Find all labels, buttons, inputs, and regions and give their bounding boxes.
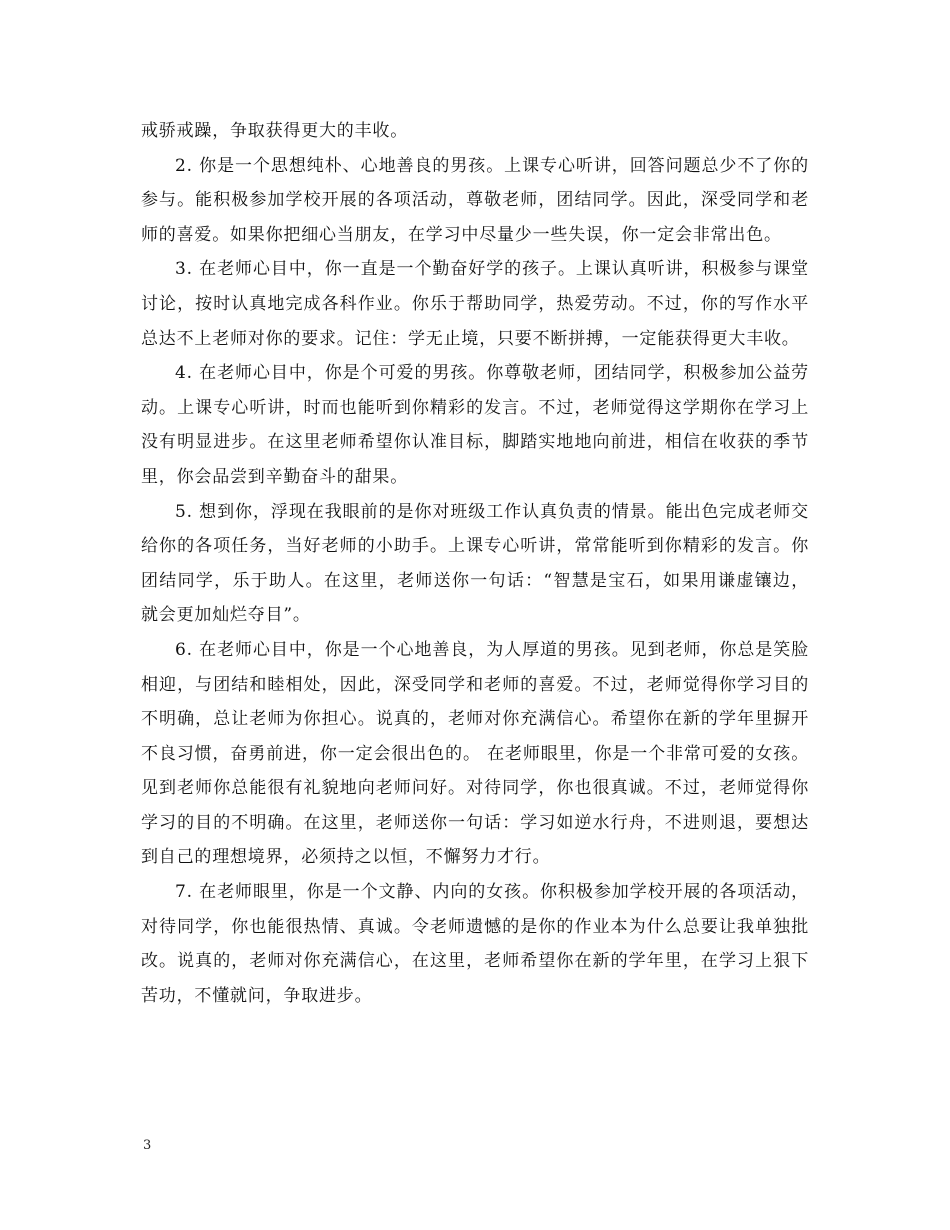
paragraph-item-7: 7. 在老师眼里，你是一个文静、内向的女孩。你积极参加学校开展的各项活动，对待同学，你也能很热情、真诚。令老师遗憾的是你的作业本为什么总要让我单独批改。说真的，老师对你充满信心，在这里，老师希望你在新的学年里，在学习上狠下苦功，不懂就问，争取进步。 — [141, 882, 809, 1006]
paragraph-item-2: 2. 你是一个思想纯朴、心地善良的男孩。上课专心听讲，回答问题总少不了你的参与。能积极参加学校开展的各项活动，尊敬老师，团结同学。因此，深受同学和老师的喜爱。如果你把细心当朋友，在学习中尽量少一些失误，你一定会非常出色。 — [141, 155, 809, 245]
paragraph-item-5: 5. 想到你，浮现在我眼前的是你对班级工作认真负责的情景。能出色完成老师交给你的各项任务，当好老师的小助手。上课专心听讲，常常能听到你精彩的发言。你团结同学，乐于助人。在这里，老师送你一句话：“智慧是宝石，如果用谦虚镶边，就会更加灿烂夺目”。 — [141, 501, 809, 626]
page-number: 3 — [143, 1138, 152, 1153]
paragraph-continuation: 戒骄戒躁，争取获得更大的丰收。 — [141, 121, 408, 141]
paragraph-item-3: 3. 在老师心目中，你一直是一个勤奋好学的孩子。上课认真听讲，积极参与课堂讨论，按时认真地完成各科作业。你乐于帮助同学，热爱劳动。不过，你的写作水平总达不上老师对你的要求。记住：学无止境，只要不断拼搏，一定能获得更大丰收。 — [141, 259, 809, 349]
paragraph-item-4: 4. 在老师心目中，你是个可爱的男孩。你尊敬老师，团结同学，积极参加公益劳动。上课专心听讲，时而也能听到你精彩的发言。不过，老师觉得这学期你在学习上没有明显进步。在这里老师希望你认准目标，脚踏实地地向前进，相信在收获的季节里，你会品尝到辛勤奋斗的甜果。 — [141, 363, 809, 487]
paragraph-item-6: 6. 在老师心目中，你是一个心地善良，为人厚道的男孩。见到老师，你总是笑脸相迎，与团结和睦相处，因此，深受同学和老师的喜爱。不过，老师觉得你学习目的不明确，总让老师为你担心。说真的，老师对你充满信心。希望你在新的学年里摒开不良习惯，奋勇前进，你一定会很出色的。 在老师眼里，你是一个非常可爱的女孩。见到老师你总能很有礼貌地向老师问好。对待同学，你也很真诚。不过，老师觉得你学习的目的不明确。在这里，老师送你一句话：学习如逆水行舟，不进则退，要想达到自己的理想境界，必须持之以恒，不懈努力才行。 — [141, 639, 809, 868]
document-body — [141, 114, 809, 1013]
